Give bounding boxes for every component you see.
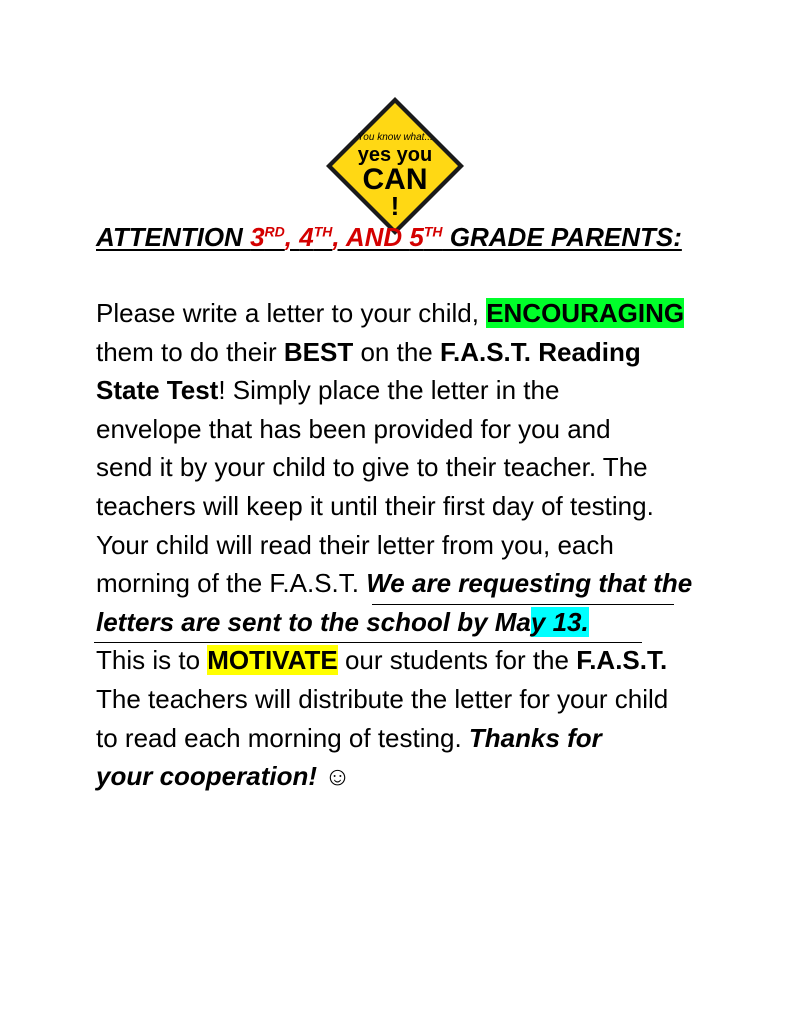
sign-line-2: yes you: [357, 144, 433, 166]
yes-you-can-sign: [322, 93, 468, 239]
letter-line: [96, 371, 736, 410]
letter-line: [96, 333, 736, 372]
sign-line-1: You know what...: [357, 132, 433, 143]
state-test-bold: State Test: [96, 375, 219, 406]
text-run: morning of the F.A.S.T.: [96, 568, 367, 599]
heading-sep-1: ,: [284, 222, 300, 252]
thanks-emphasis: Thanks for: [468, 722, 602, 753]
heading-grades: [250, 222, 442, 252]
smiley-icon: ☺: [317, 761, 351, 792]
fast-reading-bold: F.A.S.T. Reading: [439, 336, 641, 367]
heading-sep-2: , AND: [332, 222, 410, 252]
letter-line: Your child will read their letter from you, each: [96, 529, 614, 560]
warning-diamond-icon: [322, 93, 468, 239]
letter-line: [96, 641, 736, 680]
grade-4: 4: [299, 222, 314, 252]
heading-text-start: ATTENTION: [96, 222, 251, 252]
grade-3-suffix: RD: [264, 223, 285, 240]
letter-line: [96, 719, 736, 758]
motivate-highlight: MOTIVATE: [207, 645, 338, 676]
letter-line: teachers will keep it until their first day of testing.: [96, 490, 654, 521]
sign-line-4: !: [390, 191, 400, 221]
text-run: on the: [353, 336, 440, 367]
text-run: to read each morning of testing.: [96, 722, 469, 753]
text-run: This is to: [96, 645, 208, 676]
page-heading: [96, 222, 736, 253]
sign-line-3: CAN: [362, 163, 428, 196]
text-run: our students for the: [337, 645, 577, 676]
date-highlight: y 13.: [530, 606, 589, 637]
best-bold: BEST: [283, 336, 354, 367]
encouraging-highlight: ENCOURAGING: [486, 298, 685, 328]
grade-5: 5: [409, 222, 424, 252]
fast-bold: F.A.S.T.: [576, 645, 668, 676]
grade-5-suffix: TH: [423, 223, 443, 240]
letter-line: The teachers will distribute the letter for your child: [96, 683, 669, 714]
underline-rule: [94, 642, 642, 643]
letter-line: send it by your child to give to their teacher. The: [96, 452, 648, 483]
thanks-emphasis: your cooperation!: [96, 761, 318, 792]
letter-line: envelope that has been provided for you and: [96, 413, 611, 444]
underline-rule: [372, 604, 674, 605]
letter-body: [96, 294, 736, 796]
grade-4-suffix: TH: [313, 223, 333, 240]
text-run: Please write a letter to your child,: [96, 298, 487, 328]
request-emphasis: letters are sent to the school by Ma: [96, 606, 531, 637]
letter-line: [96, 294, 736, 333]
letter-line: [96, 564, 736, 603]
text-run: them to do their: [96, 336, 284, 367]
heading-text-end: GRADE PARENTS:: [442, 222, 682, 252]
letter-line: [96, 757, 736, 796]
grade-3: 3: [250, 222, 265, 252]
letter-line: [96, 603, 736, 642]
text-run: ! Simply place the letter in the: [218, 375, 560, 406]
request-emphasis: We are requesting that the: [366, 568, 693, 599]
